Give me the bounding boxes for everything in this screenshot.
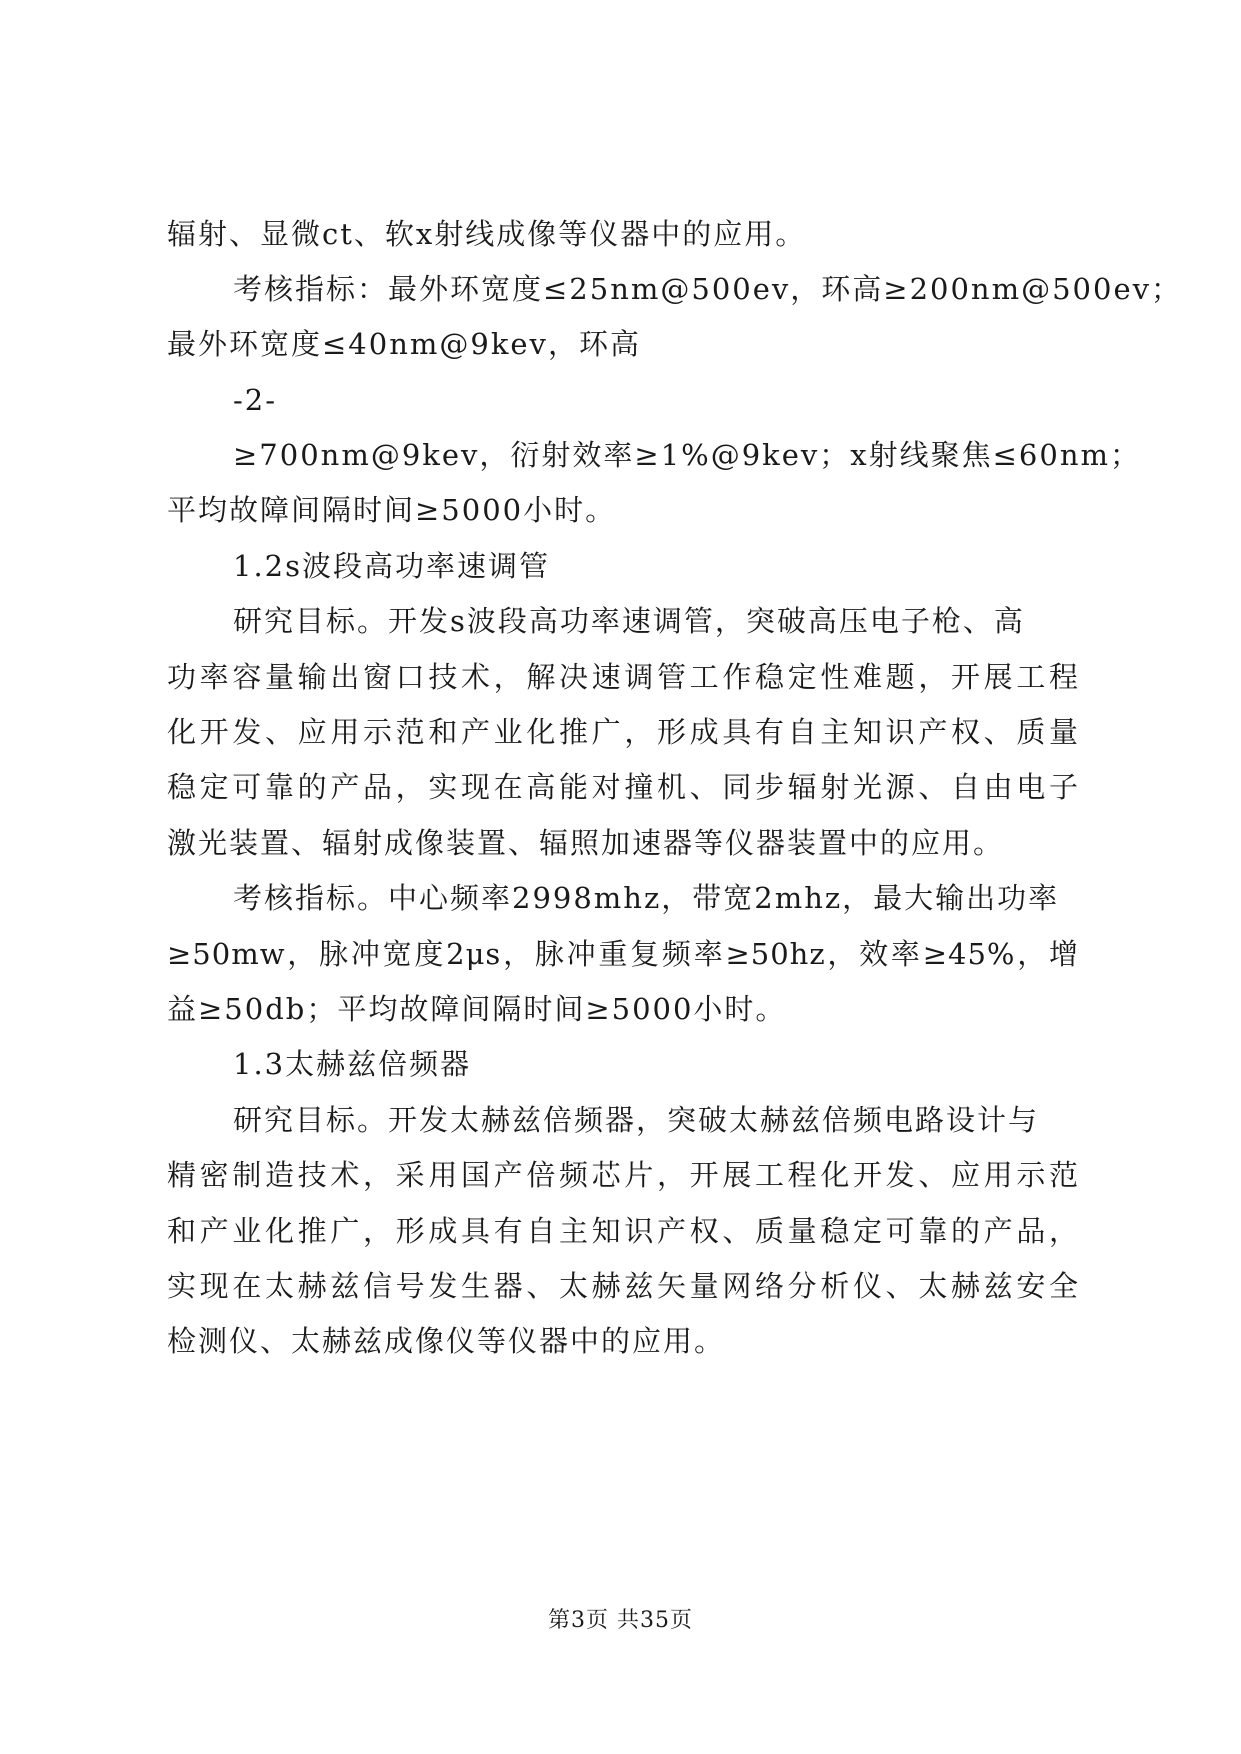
text-line: 研究目标。开发太赫兹倍频器，突破太赫兹倍频电路设计与 [233, 1103, 1040, 1137]
text-line: 精密制造技术，采用国产倍频芯片，开展工程化开发、应用示范 [167, 1158, 1079, 1192]
text-line: 辐射、显微ct、软x射线成像等仪器中的应用。 [167, 217, 807, 251]
page-footer: 第3页 共35页 [548, 1608, 693, 1633]
text-line: 化开发、应用示范和产业化推广，形成具有自主知识产权、质量 [167, 715, 1079, 749]
text-line: 平均故障间隔时间≥5000小时。 [167, 493, 617, 527]
text-line: 功率容量输出窗口技术，解决速调管工作稳定性难题，开展工程 [167, 660, 1079, 694]
text-line: ≥700nm@9kev，衍射效率≥1%@9kev；x射线聚焦≤60nm； [233, 438, 1142, 472]
section-heading: 1.3太赫兹倍频器 [233, 1047, 472, 1081]
text-line: 考核指标：最外环宽度≤25nm@500ev，环高≥200nm@500ev； [233, 272, 1182, 306]
section-heading: 1.2s波段高功率速调管 [233, 549, 551, 583]
text-line: 实现在太赫兹信号发生器、太赫兹矢量网络分析仪、太赫兹安全 [167, 1269, 1079, 1303]
text-line: 最外环宽度≤40nm@9kev，环高 [167, 327, 641, 361]
text-line: 益≥50db；平均故障间隔时间≥5000小时。 [167, 992, 787, 1026]
text-line: 研究目标。开发s波段高功率速调管，突破高压电子枪、高 [233, 604, 1025, 638]
page-marker: -2- [233, 383, 278, 417]
text-line: 考核指标。中心频率2998mhz，带宽2mhz，最大输出功率 [233, 881, 1060, 915]
text-line: 激光装置、辐射成像装置、辐照加速器等仪器装置中的应用。 [167, 826, 1005, 860]
text-line: 稳定可靠的产品，实现在高能对撞机、同步辐射光源、自由电子 [167, 770, 1079, 804]
text-line: ≥50mw，脉冲宽度2μs，脉冲重复频率≥50hz，效率≥45%，增 [167, 937, 1079, 971]
text-line: 检测仪、太赫兹成像仪等仪器中的应用。 [167, 1324, 726, 1358]
text-line: 和产业化推广，形成具有自主知识产权、质量稳定可靠的产品， [167, 1214, 1079, 1248]
